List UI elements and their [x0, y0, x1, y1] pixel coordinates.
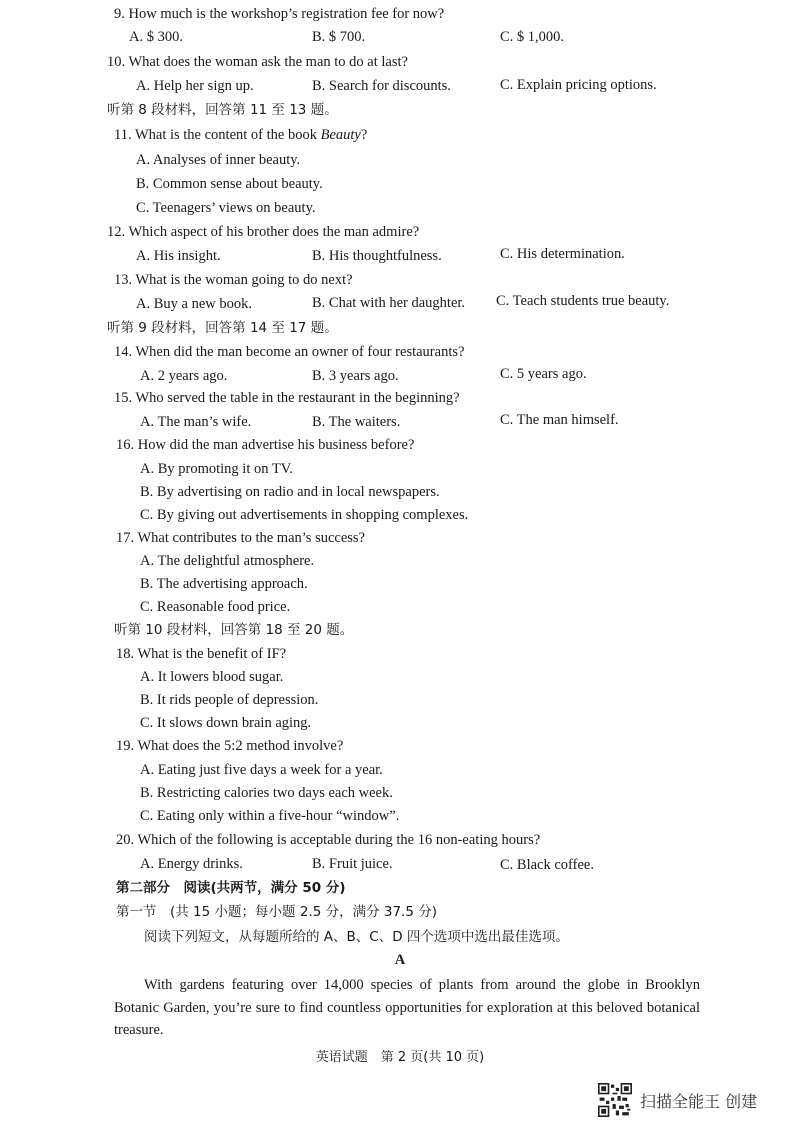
question-11-stem: 11. What is the content of the book Beauty? [114, 127, 368, 143]
question-18-option-c: C. It slows down brain aging. [140, 715, 312, 731]
question-19-option-a: A. Eating just five days a week for a year. [140, 762, 383, 778]
question-12-option-a: A. His insight. [136, 248, 221, 264]
question-10-stem: 10. What does the woman ask the man to do at last? [107, 54, 408, 70]
question-9-stem: 9. How much is the workshop’s registration fee for now? [114, 6, 445, 22]
section-1-heading: 第一节 (共 15 小题；每小题 2.5 分，满分 37.5 分) [116, 904, 437, 920]
qr-code-icon [598, 1083, 632, 1117]
question-14-option-a: A. 2 years ago. [140, 368, 228, 384]
section-8-heading: 听第 8 段材料，回答第 11 至 13 题。 [107, 102, 338, 118]
question-10-option-a: A. Help her sign up. [136, 78, 254, 94]
question-17-option-c: C. Reasonable food price. [140, 599, 291, 615]
section-9-heading: 听第 9 段材料，回答第 14 至 17 题。 [107, 320, 338, 336]
watermark [598, 1082, 757, 1118]
question-11-option-b: B. Common sense about beauty. [136, 176, 323, 192]
question-19-stem: 19. What does the 5:2 method involve? [116, 738, 344, 754]
question-15-option-a: A. The man’s wife. [140, 414, 252, 430]
question-19-option-b: B. Restricting calories two days each week. [140, 785, 393, 801]
part-2-heading: 第二部分 阅读(共两节，满分 50 分) [116, 880, 346, 896]
question-12-option-b: B. His thoughtfulness. [312, 248, 442, 264]
passage-paragraph: With gardens featuring over 14,000 species of plants from around the globe in Brooklyn Botanic Garden, you’re sure to find countless opportunities for exploration at this beloved botanical treasure. [114, 977, 700, 1038]
question-9-option-c: C. $ 1,000. [500, 29, 565, 45]
reading-instruction: 阅读下列短文，从每题所给的 A、B、C、D 四个选项中选出最佳选项。 [144, 929, 569, 945]
question-16-option-a: A. By promoting it on TV. [140, 461, 293, 477]
question-9-option-b: B. $ 700. [312, 29, 366, 45]
question-14-stem: 14. When did the man become an owner of four restaurants? [114, 344, 465, 360]
question-16-stem: 16. How did the man advertise his business before? [116, 437, 415, 453]
question-18-option-b: B. It rids people of depression. [140, 692, 319, 708]
passage-label: A [394, 952, 406, 968]
question-10-option-c: C. Explain pricing options. [500, 77, 657, 93]
question-18-option-a: A. It lowers blood sugar. [140, 669, 284, 685]
question-16-option-c: C. By giving out advertisements in shopping complexes. [140, 507, 469, 523]
question-16-option-b: B. By advertising on radio and in local newspapers. [140, 484, 440, 500]
question-15-option-b: B. The waiters. [312, 414, 401, 430]
question-17-option-a: A. The delightful atmosphere. [140, 553, 315, 569]
question-13-option-c: C. Teach students true beauty. [496, 293, 670, 309]
question-13-option-b: B. Chat with her daughter. [312, 295, 466, 311]
question-17-stem: 17. What contributes to the man’s success? [116, 530, 365, 546]
page-footer: 英语试题 第 2 页(共 10 页) [315, 1050, 485, 1065]
question-14-option-c: C. 5 years ago. [500, 366, 587, 382]
question-11-option-c: C. Teenagers’ views on beauty. [136, 200, 316, 216]
question-10-option-b: B. Search for discounts. [312, 78, 451, 94]
question-17-option-b: B. The advertising approach. [140, 576, 308, 592]
question-15-stem: 15. Who served the table in the restaurant in the beginning? [114, 390, 460, 406]
question-20-option-a: A. Energy drinks. [140, 856, 243, 872]
question-12-stem: 12. Which aspect of his brother does the man admire? [107, 224, 420, 240]
question-11-option-a: A. Analyses of inner beauty. [136, 152, 301, 168]
section-10-heading: 听第 10 段材料，回答第 18 至 20 题。 [114, 622, 354, 638]
question-14-option-b: B. 3 years ago. [312, 368, 399, 384]
question-20-option-b: B. Fruit juice. [312, 856, 393, 872]
question-18-stem: 18. What is the benefit of IF? [116, 646, 287, 662]
question-20-stem: 20. Which of the following is acceptable during the 16 non-eating hours? [116, 832, 541, 848]
question-13-option-a: A. Buy a new book. [136, 296, 252, 312]
question-12-option-c: C. His determination. [500, 246, 625, 262]
question-13-stem: 13. What is the woman going to do next? [114, 272, 353, 288]
question-20-option-c: C. Black coffee. [500, 857, 594, 873]
question-19-option-c: C. Eating only within a five-hour “window”. [140, 808, 400, 824]
question-9-option-a: A. $ 300. [129, 29, 183, 45]
question-15-option-c: C. The man himself. [500, 412, 619, 428]
watermark-text: 扫描全能王 创建 [640, 1091, 758, 1111]
